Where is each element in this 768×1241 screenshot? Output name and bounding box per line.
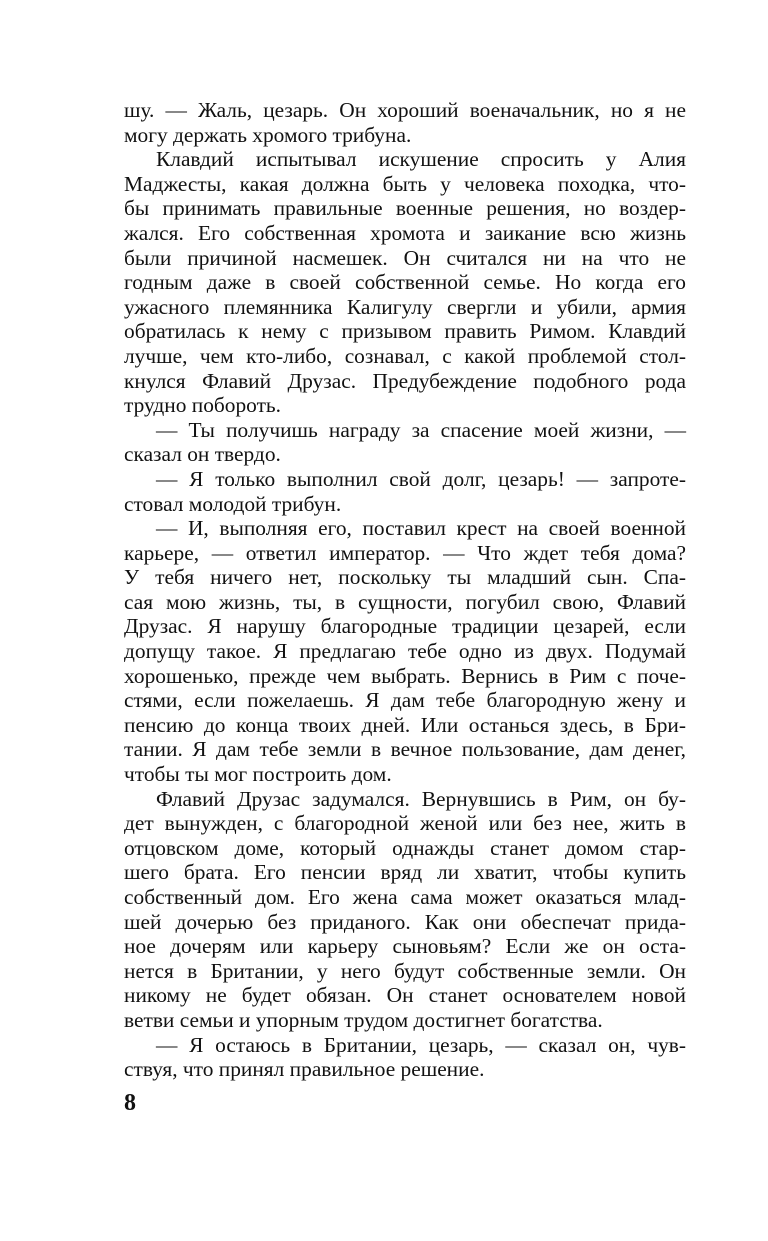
text-line: жался. Его собственная хромота и заикание всю жизнь xyxy=(124,220,686,245)
paragraph xyxy=(124,516,686,787)
text-line: кнулся Флавий Друзас. Предубеждение подобного рода xyxy=(124,368,686,393)
page-number: 8 xyxy=(124,1090,136,1116)
text-line: могу держать хромого трибуна. xyxy=(124,122,412,147)
text-line: нется в Британии, у него будут собственные земли. Он xyxy=(124,958,686,983)
text-line: — И, выполняя его, поставил крест на своей военной xyxy=(156,516,686,541)
text-line: годным даже в своей собственной семье. Но когда его xyxy=(124,270,686,295)
text-line: Флавий Друзас задумался. Вернувшись в Рим, он бу- xyxy=(156,786,686,811)
text-line: тании. Я дам тебе земли в вечное пользование, дам денег, xyxy=(124,737,686,762)
text-line: Друзас. Я нарушу благородные традиции цезарей, если xyxy=(124,614,686,639)
text-line: отцовском доме, который однажды станет домом стар- xyxy=(124,835,686,860)
page-body xyxy=(124,98,686,1082)
paragraph xyxy=(124,147,686,418)
text-line: лучше, чем кто-либо, сознавал, с какой проблемой стол- xyxy=(124,343,686,368)
text-line: обратилась к нему с призывом править Римом. Клавдий xyxy=(124,319,686,344)
text-line: собственный дом. Его жена сама может оказаться млад- xyxy=(124,885,686,909)
text-line: ствуя, что принял правильное решение. xyxy=(124,1057,485,1082)
text-line: карьере, — ответил император. — Что ждет тебя дома? xyxy=(124,540,686,565)
text-line: ветви семьи и упорным трудом достигнет богатства. xyxy=(124,1007,603,1032)
paragraph xyxy=(124,418,686,467)
text-line: ужасного племянника Калигулу свергли и убили, армия xyxy=(124,294,686,319)
text-line: дет вынужден, с благородной женой или без нее, жить в xyxy=(124,811,686,836)
text-line: стовал молодой трибун. xyxy=(124,491,342,516)
text-line: были причиной насмешек. Он считался ни на что не xyxy=(124,245,686,270)
text-line: бы принимать правильные военные решения, но воздер- xyxy=(124,196,686,221)
text-line: ное дочерям или карьеру сыновьям? Если же он оста- xyxy=(124,934,686,959)
text-line: хорошенько, прежде чем выбрать. Вернись в Рим с поче- xyxy=(124,663,686,688)
text-line: Маджесты, какая должна быть у человека походка, что- xyxy=(124,171,686,196)
text-line: трудно побороть. xyxy=(124,393,282,418)
text-line: — Я остаюсь в Британии, цезарь, — сказал он, чув- xyxy=(156,1032,686,1057)
text-line: никому не будет обязан. Он станет основателем новой xyxy=(124,983,686,1008)
text-line: сая мою жизнь, ты, в сущности, погубил свою, Флавий xyxy=(124,589,686,614)
text-line: — Я только выполнил свой долг, цезарь! — запроте- xyxy=(156,466,686,491)
text-line: допущу такое. Я предлагаю тебе одно из двух. Подумай xyxy=(124,639,686,664)
text-line: Клавдий испытывал искушение спросить у Алия xyxy=(156,147,686,172)
text-line: сказал он твердо. xyxy=(124,442,281,467)
text-line: шу. — Жаль, цезарь. Он хороший военачальник, но я не xyxy=(124,98,686,122)
text-line: шего брата. Его пенсии вряд ли хватит, чтобы купить xyxy=(124,860,686,885)
text-line: чтобы ты мог построить дом. xyxy=(124,762,392,787)
text-line: У тебя ничего нет, поскольку ты младший сын. Спа- xyxy=(124,565,686,590)
paragraph xyxy=(124,1033,686,1082)
paragraph xyxy=(124,98,686,147)
text-line: пенсию до конца твоих дней. Или останься здесь, в Бри- xyxy=(124,712,686,737)
text-line: — Ты получишь награду за спасение моей жизни, — xyxy=(156,417,686,442)
paragraph xyxy=(124,467,686,516)
text-line: шей дочерью без приданого. Как они обеспечат прида- xyxy=(124,909,686,934)
text-line: стями, если пожелаешь. Я дам тебе благородную жену и xyxy=(124,688,686,713)
paragraph xyxy=(124,787,686,1033)
